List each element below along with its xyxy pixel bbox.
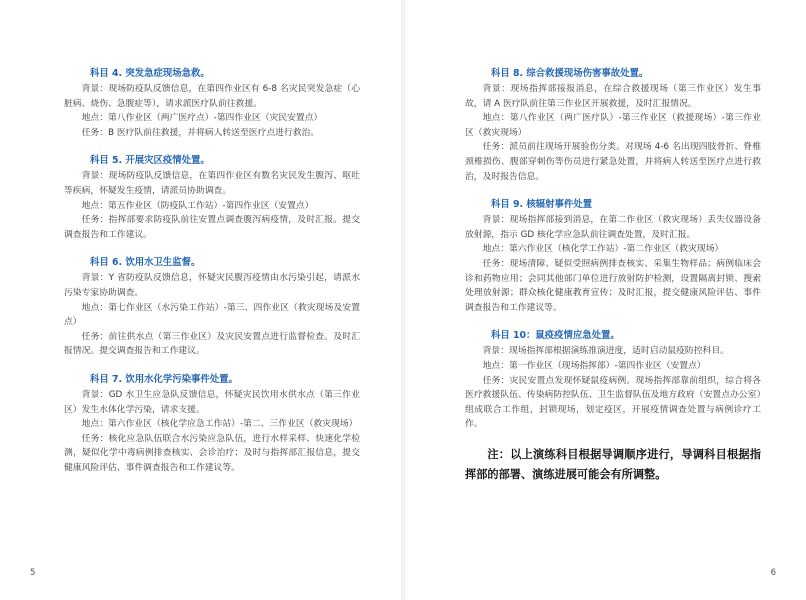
location-paragraph: 地点：第六作业区（核化学工作站）-第二作业区（救灾现场） — [482, 244, 724, 255]
location-paragraph: 地点：第五作业区（防疫队工作站）-第四作业区（安置点） — [81, 200, 314, 211]
section-heading: 科目 9. 核辐射事件处置 — [491, 199, 592, 211]
task-paragraph: 任务：B 医疗队前往救援，并将病人转送至医疗点进行救治。 — [81, 127, 320, 138]
page-number: 6 — [770, 568, 776, 578]
location-paragraph: 地点：第一作业区（现场指挥部）-第四作业区（安置点） — [482, 360, 706, 371]
section-heading: 科目 10：鼠疫疫情应急处置。 — [491, 330, 620, 342]
background-paragraph: 背景：现场指挥部接报消息，在综合救援现场（第三作业区）发生事故，请 A 医疗队前往第三作业区开展救援，及时汇报情况。 — [465, 84, 761, 109]
background-paragraph: 背景：现场指挥部接到消息，在第二作业区（救灾现场）丢失仪器设备放射源，指示 GD 核化学应急队前往调查处置，及时汇报。 — [465, 215, 761, 240]
background-paragraph: 背景：GD 水卫生应急队反馈信息，怀疑灾民饮用水供水点（第三作业区）发生水体化学污染，请求支援。 — [64, 389, 360, 415]
task-paragraph: 任务：灾民安置点发现怀疑鼠疫病例。现场指挥部靠前组织，综合将各医疗救援队伍、传染病防控队伍、卫生监督队伍及地方政府（安置点办公室）组成联合工作组，封锁现场，划定疫区，开展疫情调查处置与病例诊疗工作。 — [465, 375, 761, 430]
task-paragraph: 任务：前往供水点（第三作业区）及灾民安置点进行监督检查。及时汇报情况。提交调查报告和工作建议。 — [64, 331, 360, 357]
background-paragraph: 背景：Y 省防疫队反馈信息，怀疑灾民腹泻疫情由水污染引起，请派水污染专家协助调查。 — [64, 273, 360, 298]
page-number: 5 — [30, 568, 36, 578]
location-paragraph: 地点：第八作业区（两广医疗队）-第三作业区（救援现场）-第三作业区（救灾现场） — [465, 113, 761, 138]
task-paragraph: 任务：指挥部要求防疫队前往安置点调查腹泻病疫情，及时汇报。提交调查报告和工作建议。 — [64, 215, 360, 240]
section-heading: 科目 4. 突发急症现场急救。 — [90, 68, 210, 79]
section-subject-9 — [465, 197, 761, 315]
task-paragraph: 任务：现场清障、疑似受照病例排查核实、采集生物样品；病例临床会诊和药物应用；会同其他部门单位进行放射防护检测，设置隔离封锁、搜索处理放射源；群众核化健康教育宣传；及时汇报，提交健康风险评估、事件调查报告和工作建议等。 — [465, 258, 761, 313]
section-subject-4 — [64, 66, 360, 140]
section-subject-7 — [64, 372, 360, 476]
left-page-content — [64, 66, 360, 488]
section-heading: 科目 7. 饮用水化学污染事件处置。 — [90, 373, 238, 385]
adjustment-note: 注：以上演练科目根据导调顺序进行，导调科目根据指挥部的部署、演练进展可能会有所调整。 — [465, 447, 761, 481]
section-subject-5 — [64, 153, 360, 242]
location-paragraph: 地点：第七作业区（水污染工作站）-第三、四作业区（救灾现场及安置点） — [64, 302, 360, 328]
section-heading: 科目 5. 开展灾区疫情处置。 — [90, 155, 210, 167]
right-page-content — [465, 66, 761, 485]
task-paragraph: 任务：核化应急队伍联合水污染应急队伍，进行水样采样、快速化学检测，疑似化学中毒病例排查核实、会诊治疗；及时与指挥部汇报信息，提交健康风险评估、事件调查报告和工作建议等。 — [64, 433, 360, 473]
location-paragraph: 地点：第六作业区（核化学应急工作站）-第二、三作业区（救灾现场） — [81, 419, 358, 430]
background-paragraph: 背景：现场防疫队反馈信息，在第四作业区有 6-8 名灾民突发急症（心脏病、烧伤、急腹症等），请求派医疗队前往救援。 — [64, 84, 360, 109]
section-subject-6 — [64, 255, 360, 359]
location-paragraph: 地点：第八作业区（两广医疗点）-第四作业区（灾民安置点） — [81, 113, 323, 124]
section-heading: 科目 8. 综合救援现场伤害事故处置。 — [491, 68, 649, 79]
right-page — [403, 0, 806, 600]
section-subject-10 — [465, 328, 761, 432]
task-paragraph: 任务：派员前往现场开展验伤分类。对现场 4-6 名出现四肢骨折、脊椎颈椎损伤、腹部穿刺伤等伤员进行紧急处置，并将病人转送至医疗点进行救治，及时报告信息。 — [465, 142, 761, 182]
section-heading: 科目 6. 饮用水卫生监督。 — [90, 257, 201, 269]
section-subject-8 — [465, 66, 761, 184]
background-paragraph: 背景：现场指挥部根据演练推演进度，适时启动鼠疫防控科目。 — [482, 346, 729, 357]
background-paragraph: 背景：现场防疫队反馈信息，在第四作业区有数名灾民发生腹泻、呕吐等疾病，怀疑发生疫情，请派员协助调查。 — [64, 171, 360, 196]
